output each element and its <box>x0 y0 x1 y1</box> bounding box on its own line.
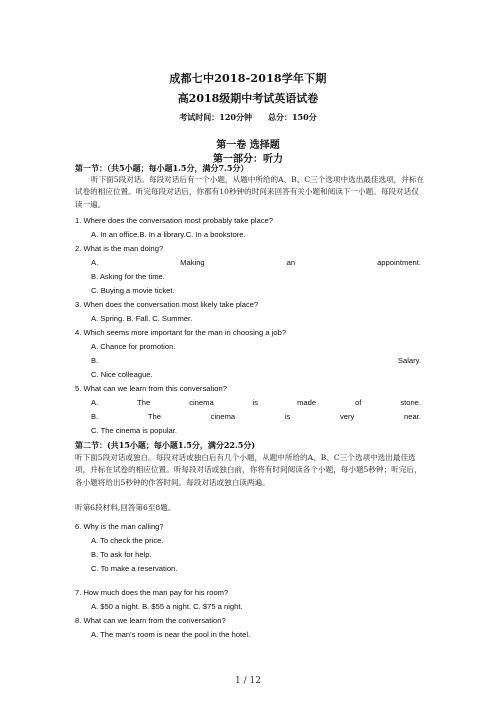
question-8: 8. What can we learn from the conversation? <box>75 616 226 625</box>
question-6-option-a: A. To check the price. <box>91 536 164 545</box>
question-2: 2. What is the man doing? <box>75 244 164 253</box>
question-4-option-a: A. Chance for promotion. <box>91 342 176 351</box>
question-8-option-a: A. The man's room is near the pool in the hotel. <box>91 630 251 639</box>
question-5: 5. What can we learn from this conversation? <box>75 384 227 393</box>
exam-title-line1: 成都七中2018-2018学年下期 <box>169 72 327 85</box>
question-5-option-b: B. The cinema is very near. <box>91 412 421 421</box>
question-4-option-b: B. Salary. <box>91 356 421 365</box>
section2-heading: 第二节：(共15小题；每小题1.5分，满分22.5分) <box>75 440 256 450</box>
exam-meta: 考试时间：120分钟 总分：150分 <box>179 112 317 122</box>
passage-note: 听第6段材料,回答第6至8题。 <box>75 503 176 512</box>
question-3-options: A. Spring. B. Fall. C. Summer. <box>91 314 193 323</box>
question-2-option-c: C. Buying a movie ticket. <box>91 286 175 295</box>
question-6-option-c: C. To make a reservation. <box>91 564 178 573</box>
section1-instructions: 听下面5段对话。每段对话后有一个小题，从题中所给的A、B、C三个选项中选出最佳选项，并标在试卷的相应位置。听完每段对话后，你都有10秒钟的时间来回答有关小题和阅读下一小题。每段对话仅读一遍。 <box>75 175 425 209</box>
question-6-option-b: B. To ask for help. <box>91 550 152 559</box>
question-4-option-c: C. Nice colleague. <box>91 370 153 379</box>
exam-title-line2: 高2018级期中考试英语试卷 <box>177 92 319 105</box>
question-6: 6. Why is the man calling? <box>75 522 164 531</box>
question-2-option-b: B. Asking for the time. <box>91 272 165 281</box>
question-1: 1. Where does the conversation most probably take place? <box>75 216 273 225</box>
question-3: 3. When does the conversation most likely take place? <box>75 300 259 309</box>
question-7: 7. How much does the man pay for his room? <box>75 588 229 597</box>
question-7-options: A. $50 a night. B. $55 a night. C. $75 a night. <box>91 602 243 611</box>
page-number: 1 / 12 <box>235 676 261 686</box>
volume-heading: 第一卷 选择题 <box>216 140 280 151</box>
question-5-option-a: A. The cinema is made of stone. <box>91 398 421 407</box>
question-5-option-c: C. The cinema is popular. <box>91 426 177 435</box>
part-heading: 第一部分：听力 <box>213 154 283 165</box>
section2-instructions: 听下面5段对话或独白。每段对话或独白后有几个小题，从题中所给的A、B、C三个选项中选出最佳选项，并标在试卷的相应位置。听每段对话或独白前，你将有时间阅读各个小题，每小题5秒钟；听完后，各小题将给出5秒钟的作答时间。每段对话或独白读两遍。 <box>75 453 422 487</box>
question-4: 4. Which seems more important for the man in choosing a job? <box>75 328 287 337</box>
section1-heading: 第一节：（共5小题；每小题1.5分，满分7.5分） <box>75 163 249 173</box>
question-1-options: A. In an office.B. In a library.C. In a bookstore. <box>91 230 246 239</box>
question-2-option-a: A. Making an appointment. <box>91 258 421 267</box>
